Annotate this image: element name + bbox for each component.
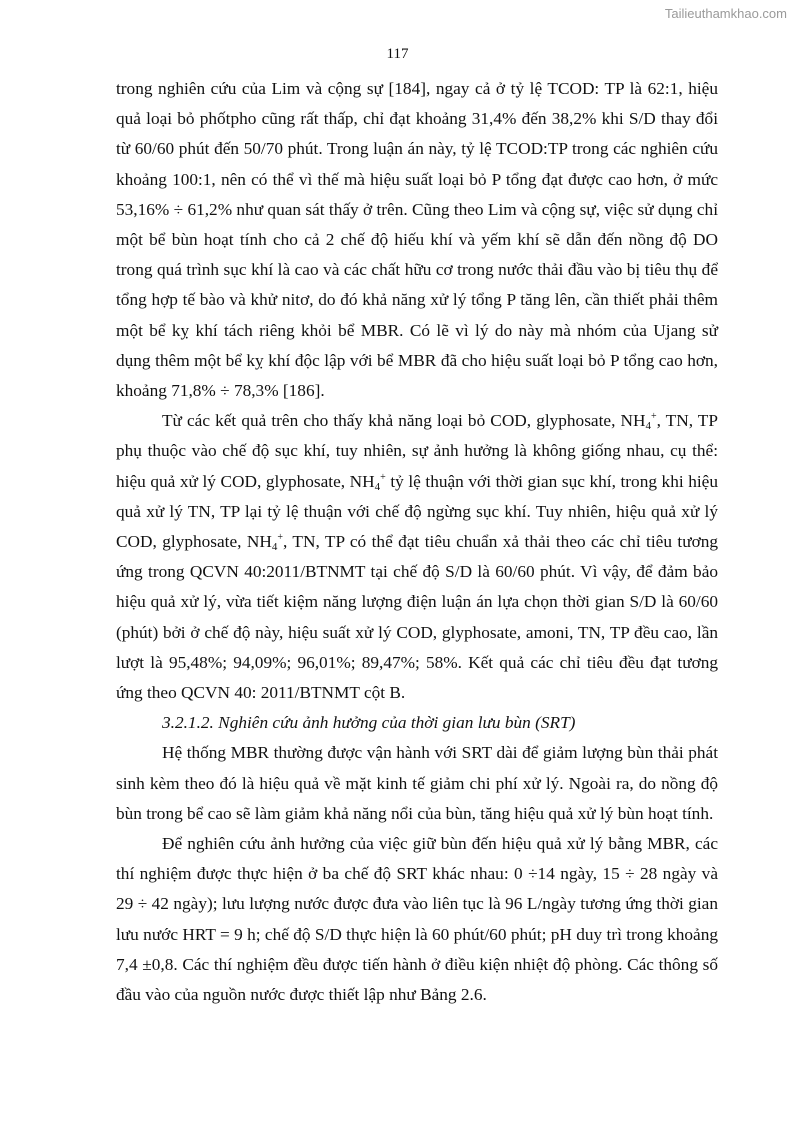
paragraph-mbr-srt: Hệ thống MBR thường được vận hành với SRT dài để giảm lượng bùn thải phát sinh kèm theo đó là hiệu quả về mặt kinh tế giảm chi phí xử lý. Ngoài ra, do nồng độ bùn trong bể cao sẽ làm giảm khả năng nổi của bùn, tăng hiệu quả xử lý bùn hoạt tính.	[116, 743, 718, 823]
paragraph-experiment: Để nghiên cứu ảnh hưởng của việc giữ bùn đến hiệu quả xử lý bằng MBR, các thí nghiệm được thực hiện ở ba chế độ SRT khác nhau: 0 ÷14 ngày, 15 ÷ 28 ngày và 29 ÷ 42 ngày); lưu lượng nước được đưa vào liên tục là 96 L/ngày tương ứng thời gian lưu nước HRT = 9 h; chế độ S/D thực hiện là 60 phút/60 phút; pH duy trì trong khoảng 7,4 ±0,8. Các thí nghiệm đều được tiến hành ở điều kiện nhiệt độ phòng. Các thông số đầu vào của nguồn nước được thiết lập như Bảng 2.6.	[116, 834, 718, 1005]
subscript: 4	[271, 541, 278, 554]
document-body	[116, 74, 718, 1010]
page-number: 117	[386, 46, 409, 62]
text-segment: , TN, TP có thể đạt tiêu chuẩn xả thải theo các chỉ tiêu tương ứng trong QCVN 40:2011/BTNMT tại chế độ S/D là 60/60 phút. Vì vậy, để đảm bảo hiệu quả xử lý, vừa tiết kiệm năng lượng điện luận án lựa chọn thời gian S/D là 60/60 (phút) bởi ở chế độ này, hiệu suất xử lý COD, glyphosate, amoni, TN, TP đều cao, lần lượt là 95,48%; 94,09%; 96,01%; 89,47%; 58%. Kết quả các chỉ tiêu đều đạt tương ứng theo QCVN 40: 2011/BTNMT cột B.	[116, 532, 718, 703]
watermark: Tailieuthamkhao.com	[664, 6, 787, 21]
text-segment: trong nghiên cứu của Lim và cộng sự [184], ngay cả ở tỷ lệ TCOD: TP là 62:1, hiệu quả loại bỏ phốtpho cũng rất thấp, chỉ đạt khoảng 31,4% đến 38,2% khi S/D thay đổi từ 60/60 phút đến 50/70 phút. Trong luận án này, tỷ lệ TCOD:TP trong các nghiên cứu khoảng 100:1, nên có thể vì thế mà hiệu suất loại bỏ P tổng đạt được cao hơn, ở mức 53,16% ÷ 61,2% như quan sát thấy ở trên. Cũng theo Lim và cộng sự, việc sử dụng chỉ một bể bùn hoạt tính cho cả 2 chế độ hiếu khí và yếm khí sẽ dẫn đến nồng độ DO trong quá trình sục khí là cao và các chất hữu cơ trong nước thải đầu vào bị tiêu thụ để tổng hợp tế bào và khử nitơ, do đó khả năng xử lý tổng P tăng lên, cần thiết phải thêm một bể kỵ khí tách riêng khỏi bể MBR. Có lẽ vì lý do này mà nhóm của Ujang sử dụng thêm một bể kỵ khí độc lập với bể MBR đã cho hiệu suất loại bỏ P tổng cao hơn, khoảng 71,8% ÷ 78,3% [186].	[116, 79, 718, 401]
subscript: 4	[645, 420, 651, 433]
text-segment: Từ các kết quả trên cho thấy khả năng loại bỏ COD, glyphosate, NH	[162, 411, 646, 431]
superscript: +	[277, 532, 283, 544]
subscript: 4	[374, 480, 381, 493]
text-segment: , TN, TP phụ thuộc vào chế độ sục khí, tuy nhiên, sự ảnh hưởng là không giống nhau, cụ thể: hiệu quả xử lý COD, glyphosate, NH	[116, 411, 718, 491]
section-heading: 3.2.1.2. Nghiên cứu ảnh hưởng của thời gian lưu bùn (SRT)	[162, 713, 576, 733]
paragraph-conclusion	[116, 406, 718, 708]
superscript: +	[650, 411, 657, 423]
text-segment: tỷ lệ thuận với thời gian sục khí, trong khi hiệu quả xử lý TN, TP lại tỷ lệ thuận với chế độ ngừng sục khí. Tuy nhiên, hiệu quả xử lý COD, glyphosate, NH	[116, 471, 718, 552]
paragraph-continued	[116, 74, 718, 406]
superscript: +	[380, 471, 386, 483]
